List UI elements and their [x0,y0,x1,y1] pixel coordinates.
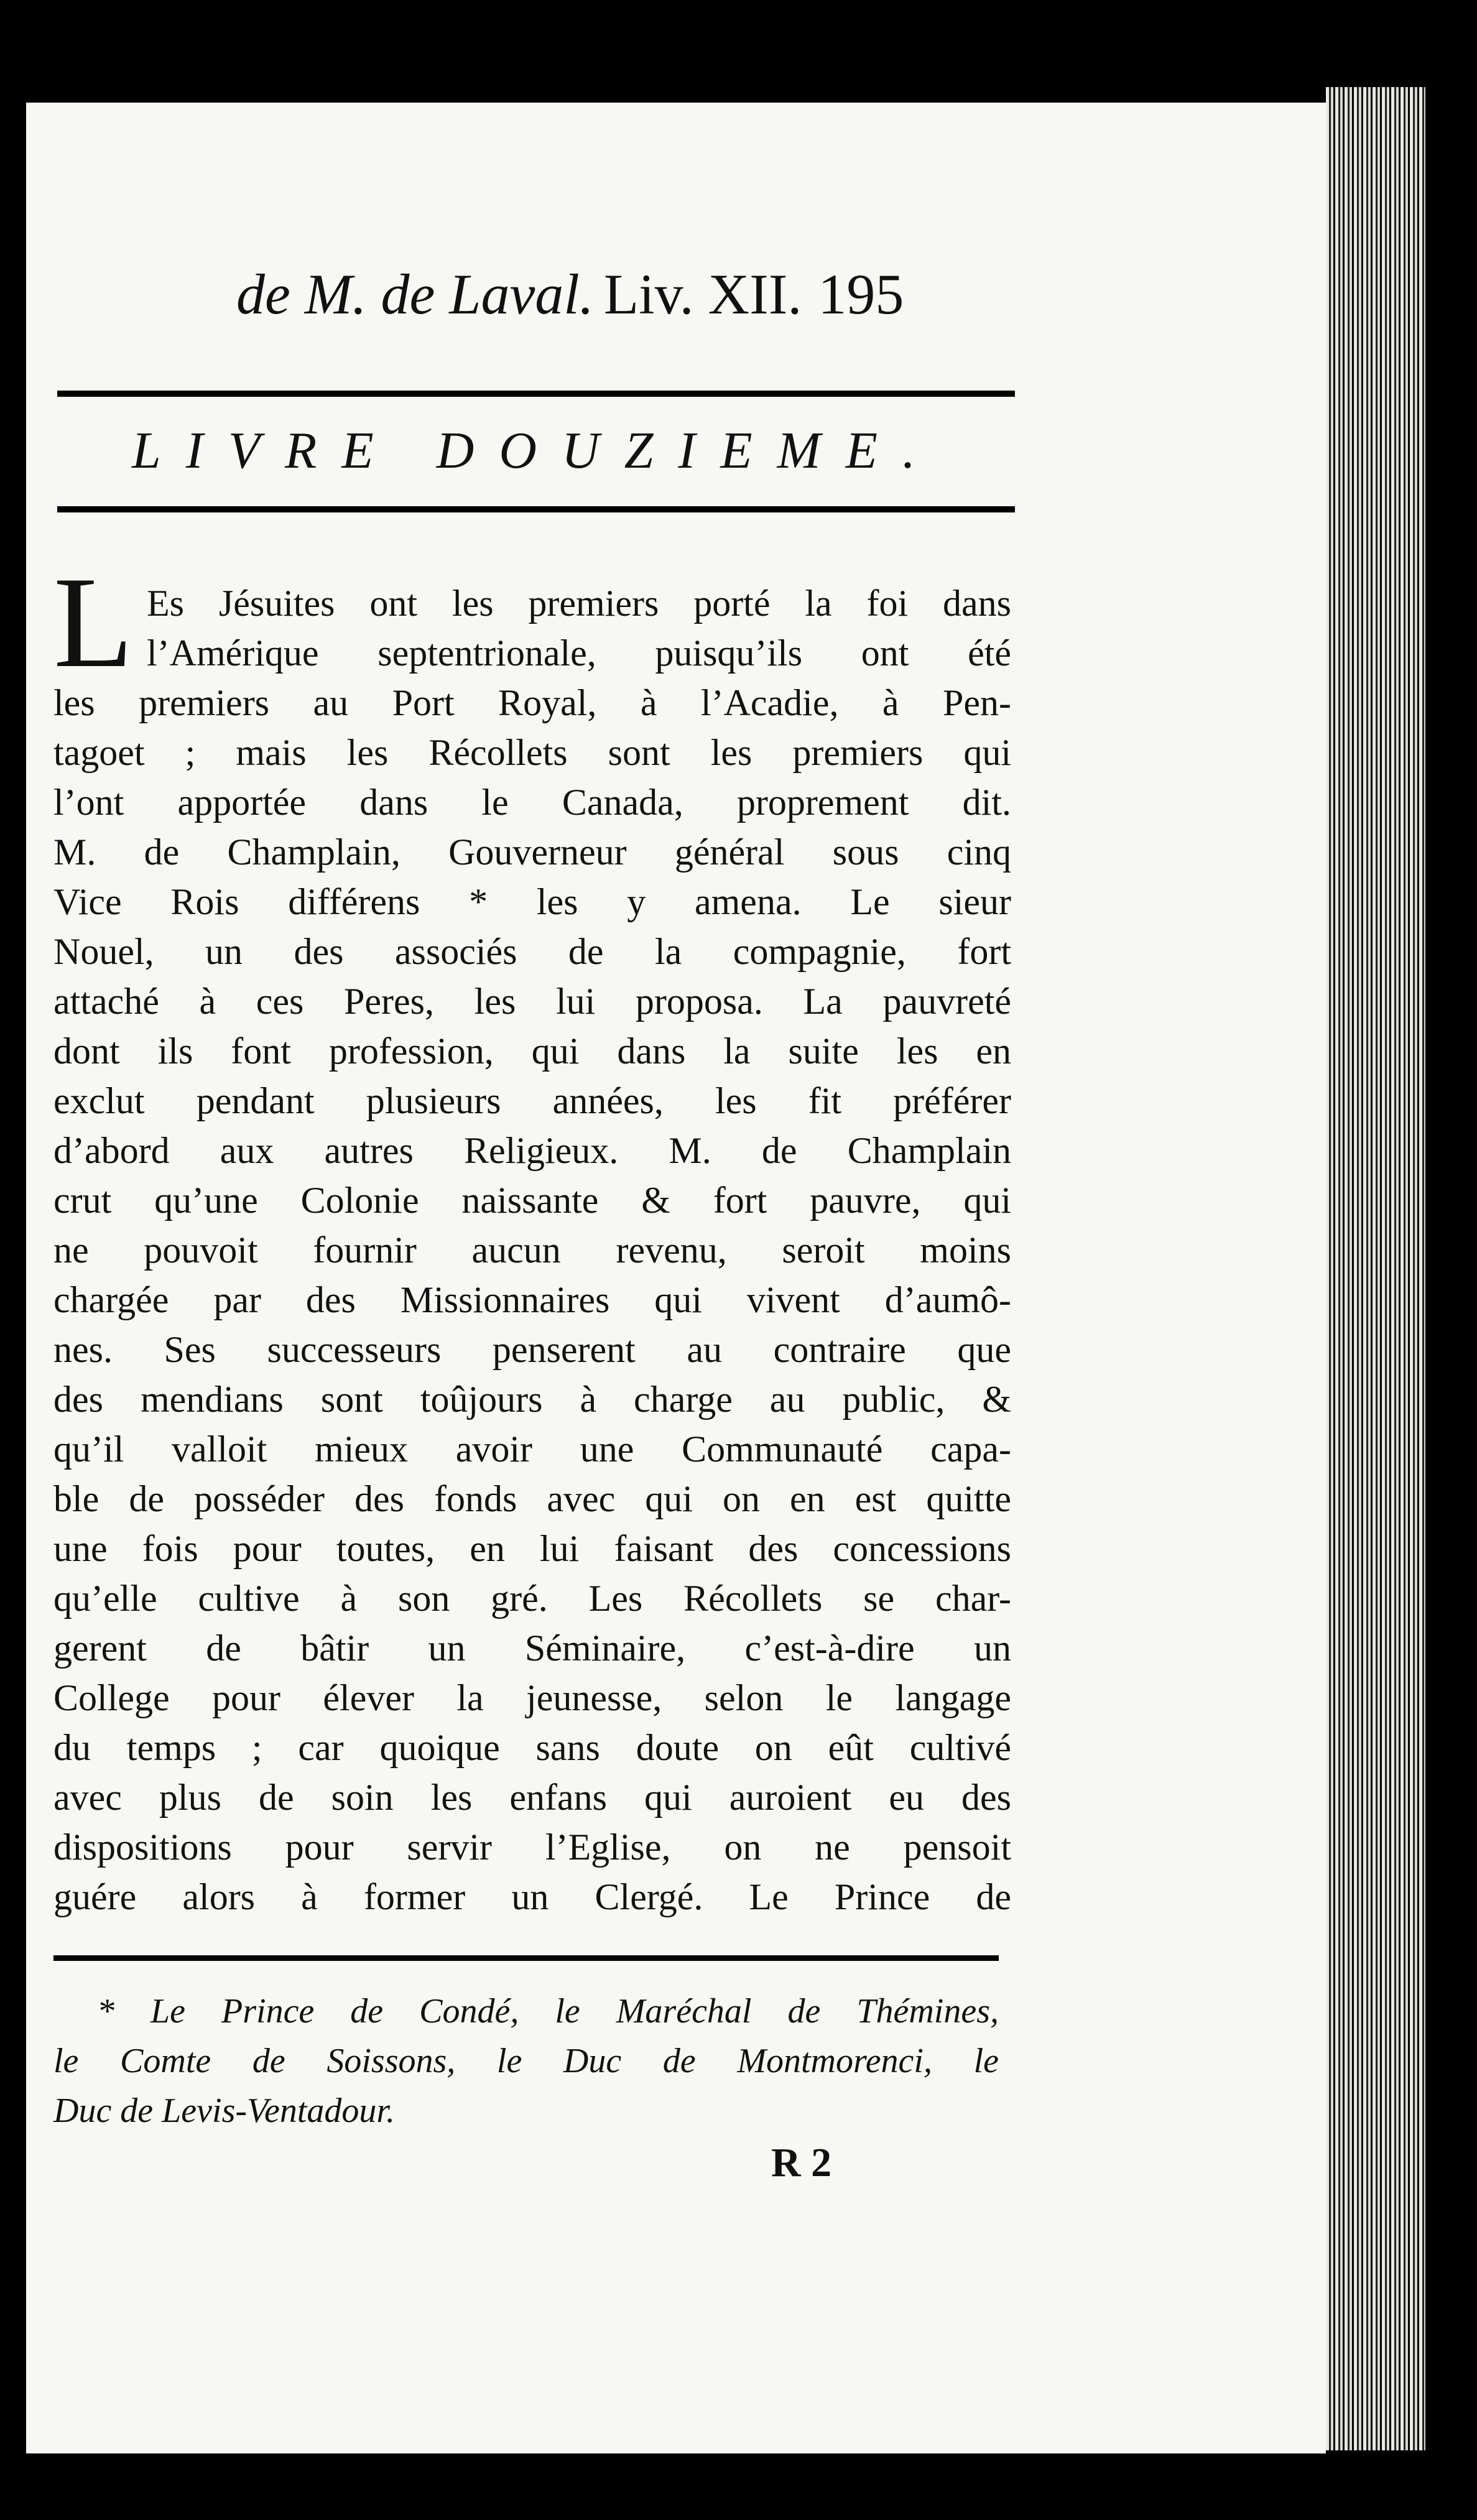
body-line: crut qu’une Colonie naissante & fort pauvre, qui [53,1180,1011,1221]
body-line: Es Jésuites ont les premiers porté la foi dans [147,583,1011,624]
body-text [53,578,1011,1922]
body-line: les premiers au Port Royal, à l’Acadie, à Pen- [53,682,1011,723]
body-line: dispositions pour servir l’Eglise, on ne pensoit [53,1827,1011,1868]
header-rule [57,391,1015,397]
title-rule [57,506,1015,512]
body-line: du temps ; car quoique sans doute on eût cultivé [53,1727,1011,1768]
body-line: une fois pour toutes, en lui faisant des concessions [53,1528,1011,1569]
footnote-line: Duc de Levis-Ventadour. [53,2092,396,2130]
footnote [53,1986,999,2136]
book-section: Liv. XII. [603,262,802,326]
body-line: tagoet ; mais les Récollets sont les premiers qui [53,732,1011,773]
page-edge-stack [1326,87,1425,2450]
body-line: guére alors à former un Clergé. Le Prince de [53,1876,1011,1917]
body-line: des mendians sont toûjours à charge au public, & [53,1379,1011,1420]
body-line: M. de Champlain, Gouverneur général sous cinq [53,832,1011,873]
signature-mark: R 2 [771,2140,832,2185]
footnote-rule [53,1955,999,1961]
chapter-title: LIVRE DOUZIEME. [132,422,940,479]
body-line: ne pouvoit fournir aucun revenu, seroit moins [53,1230,1011,1271]
body-line: ble de posséder des fonds avec qui on en est quitte [53,1478,1011,1519]
body-line: exclut pendant plusieurs années, les fit préférer [53,1080,1011,1121]
running-header [236,261,1014,336]
body-line: gerent de bâtir un Séminaire, c’est-à-dire un [53,1628,1011,1669]
body-line: qu’il valloit mieux avoir une Communauté capa- [53,1429,1011,1470]
page-number: 195 [818,262,904,326]
body-line: College pour élever la jeunesse, selon le langage [53,1677,1011,1718]
body-line: attaché à ces Peres, les lui proposa. La pauvreté [53,981,1011,1022]
body-line: qu’elle cultive à son gré. Les Récollets se char- [53,1578,1011,1619]
body-line: l’Amérique septentrionale, puisqu’ils ont été [147,632,1011,674]
body-line: nes. Ses successeurs penserent au contraire que [53,1329,1011,1370]
body-line: chargée par des Missionnaires qui vivent d’aumô- [53,1279,1011,1320]
running-head: de M. de Laval. [236,262,594,326]
body-line: dont ils font profession, qui dans la suite les en [53,1031,1011,1072]
body-line: Nouel, un des associés de la compagnie, fort [53,931,1011,972]
body-line: Vice Rois différens * les y amena. Le sieur [53,881,1011,922]
drop-cap: L [53,550,134,695]
body-line: d’abord aux autres Religieux. M. de Champlain [53,1130,1011,1171]
body-line: avec plus de soin les enfans qui auroient eu des [53,1777,1011,1818]
footnote-line: le Comte de Soissons, le Duc de Montmorenci, le [53,2042,999,2080]
body-line: l’ont apportée dans le Canada, proprement dit. [53,782,1011,823]
footnote-line: * Le Prince de Condé, le Maréchal de Thémines, [97,1992,999,2031]
